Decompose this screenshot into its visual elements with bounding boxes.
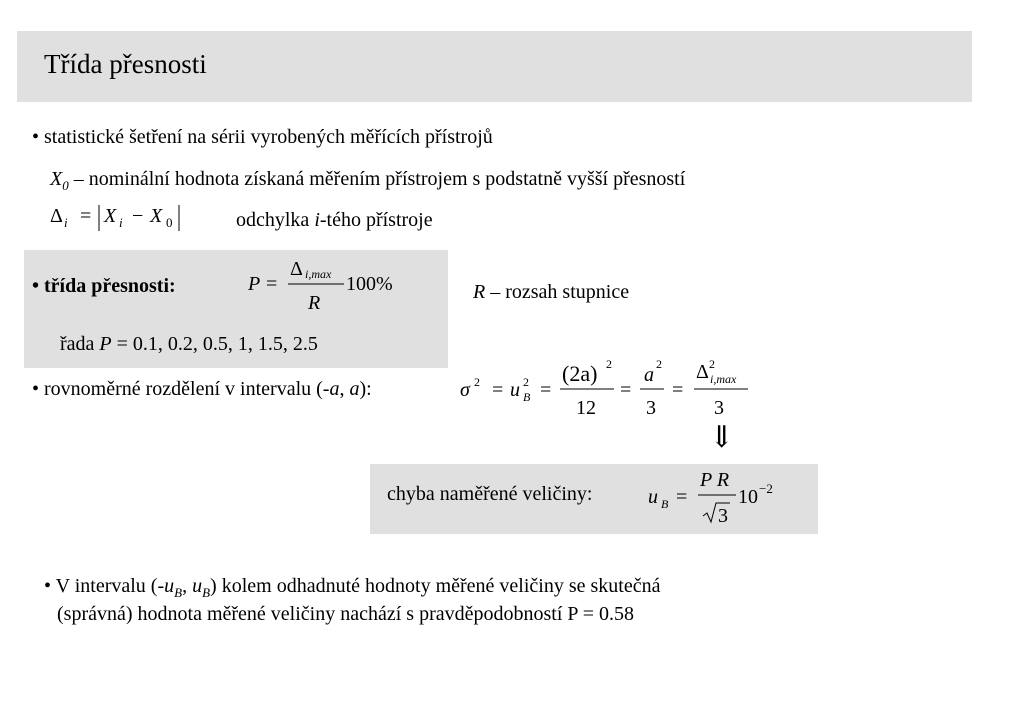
uB-formula-exponent: −2 [759,481,773,496]
x0-definition [50,168,685,194]
range-definition [473,281,629,304]
final-b2: B [202,585,211,600]
fraction1-exponent: 2 [606,357,612,371]
final-comma: , [182,575,193,597]
uB-formula [644,466,794,530]
measurement-error-label: chyba naměřené veličiny: [387,483,593,505]
deviation-formula [48,200,188,236]
deviation-label-index: i [314,209,320,231]
variance-equals-1: = [492,379,504,401]
series-P: P [99,333,112,355]
fraction1-denominator: 12 [576,397,596,419]
minus-sign: − [132,205,144,227]
x0-formula-symbol: X [150,205,163,227]
uniform-a2: a [349,378,360,400]
variance-formula [456,354,756,422]
deviation-label-suffix: -tého přístroje [319,209,433,231]
delta-index: i [64,215,68,230]
uniform-comma: , [339,378,350,400]
fraction3-subscript: i,max [710,372,737,386]
final-prefix: • V intervalu (- [44,575,165,597]
uB-exponent: 2 [523,375,529,389]
uniform-prefix: • rovnoměrné rozdělení v intervalu (- [32,378,330,400]
sigma-symbol: σ [460,379,470,401]
accuracy-100-percent: 100% [346,273,393,295]
accuracy-formula [244,252,414,316]
final-bullet-line-1 [44,575,660,601]
variance-equals-4: = [672,379,684,401]
bullet-statistical-survey: • statistické šetření na sérii vyrobených měřících přístrojů [32,126,493,148]
x0-symbol: X [50,168,63,190]
implies-down-arrow-icon: ⇓ [709,421,735,454]
uniform-distribution-bullet [32,378,372,401]
fraction2-denominator: 3 [646,397,656,419]
uB-formula-equals: = [676,486,688,508]
deviation-label-text: odchylka [236,209,315,231]
accuracy-class-label: • třída přesnosti: [32,275,176,297]
final-u2: u [192,575,203,597]
accuracy-series [60,333,318,356]
fraction2-numerator: a [644,364,654,386]
variance-equals-3: = [620,379,632,401]
final-suffix: ) kolem odhadnuté hodnoty měřené veličiny se skutečná [210,575,661,597]
delta-symbol: Δ [50,205,63,227]
uniform-suffix: ): [359,378,372,400]
fraction3-delta: Δ [696,361,709,383]
uniform-a1: a [329,378,340,400]
accuracy-equals: = [266,273,278,295]
range-description: – rozsah stupnice [485,281,630,303]
equals-sign: = [80,205,92,227]
final-bullet-line-2: (správná) hodnota měřené veličiny nachází s pravděpodobností P = 0.58 [57,603,635,625]
slide-title: Třída přesnosti [44,49,207,79]
fraction2-exponent: 2 [656,357,662,371]
uB-formula-u: u [648,486,658,508]
fraction1-numerator: (2a) [562,361,598,386]
uB-formula-ten: 10 [738,486,758,508]
fraction3-denominator: 3 [714,397,724,419]
deviation-label [236,209,433,232]
uB-formula-denominator: 3 [718,505,728,527]
uB-symbol: u [510,379,520,401]
x0-description: – nominální hodnota získaná měřením přístrojem s podstatně vyšší přesností [68,168,686,190]
xi-index: i [119,215,123,230]
accuracy-R: R [308,292,321,314]
accuracy-delta: Δ [290,258,303,280]
variance-equals-2: = [540,379,552,401]
sigma-exponent: 2 [474,375,480,389]
series-prefix: řada [60,333,100,355]
uB-formula-numerator: P R [700,469,730,491]
range-R: R [473,281,486,303]
uB-subscript: B [523,390,531,404]
x0-formula-index: 0 [166,215,173,230]
accuracy-delta-sub: i,max [305,267,332,281]
fraction3-exponent: 2 [709,357,715,371]
series-values: = 0.1, 0.2, 0.5, 1, 1.5, 2.5 [111,333,318,355]
uB-formula-B: B [661,497,669,511]
final-b1: B [174,585,183,600]
x0-subscript: 0 [62,178,69,193]
final-u1: u [164,575,175,597]
xi-symbol: X [104,205,117,227]
accuracy-P: P [248,273,261,295]
